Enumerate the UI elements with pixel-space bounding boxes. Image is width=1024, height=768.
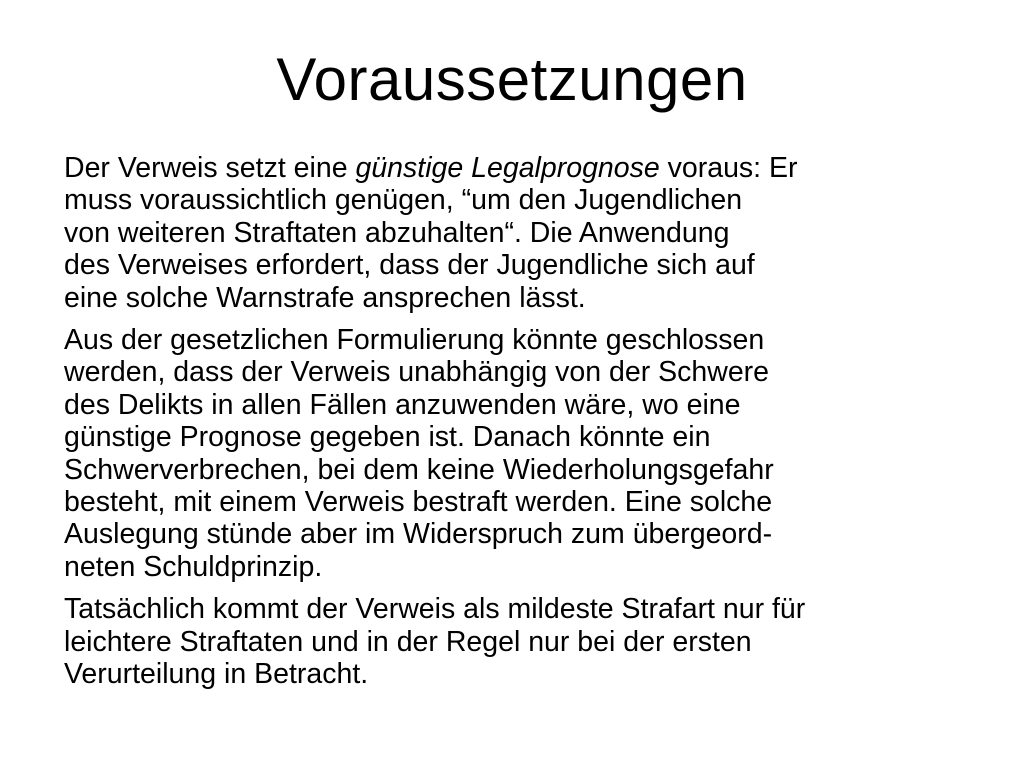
emphasis-text: günstige Legalprognose: [355, 152, 660, 184]
text-line: Aus der gesetzlichen Formulierung könnte geschlossen: [64, 324, 765, 357]
slide-title: Voraussetzungen: [276, 46, 748, 113]
text-line: [64, 152, 974, 184]
text-line: Auslegung stünde aber im Widerspruch zum übergeord-: [64, 518, 773, 551]
text-line: des Verweises erfordert, dass der Jugendliche sich auf: [64, 249, 755, 282]
text-line: eine solche Warnstrafe ansprechen lässt.: [64, 281, 586, 314]
text-line: werden, dass der Verweis unabhängig von der Schwere: [64, 356, 770, 389]
slide-body: [64, 152, 974, 701]
text-run: voraus: Er: [659, 152, 798, 184]
paragraph-2: [64, 324, 974, 583]
text-run: Der Verweis setzt eine: [64, 152, 356, 184]
text-line: Tatsächlich kommt der Verweis als mildeste Strafart nur für: [64, 593, 806, 626]
text-line: günstige Prognose gegeben ist. Danach könnte ein: [64, 421, 711, 454]
text-line: muss voraussichtlich genügen, “um den Jugendlichen: [64, 184, 743, 217]
text-line: Schwerverbrechen, bei dem keine Wiederholungsgefahr: [64, 453, 774, 486]
text-line: des Delikts in allen Fällen anzuwenden wäre, wo eine: [64, 388, 741, 421]
paragraph-3: [64, 593, 974, 690]
text-line: Verurteilung in Betracht.: [64, 658, 369, 691]
paragraph-1: [64, 152, 974, 314]
text-line: leichtere Straftaten und in der Regel nur bei der ersten: [64, 625, 752, 658]
text-line: neten Schuldprinzip.: [64, 550, 323, 583]
text-line: besteht, mit einem Verweis bestraft werden. Eine solche: [64, 486, 773, 519]
text-line: von weiteren Straftaten abzuhalten“. Die Anwendung: [64, 216, 730, 249]
